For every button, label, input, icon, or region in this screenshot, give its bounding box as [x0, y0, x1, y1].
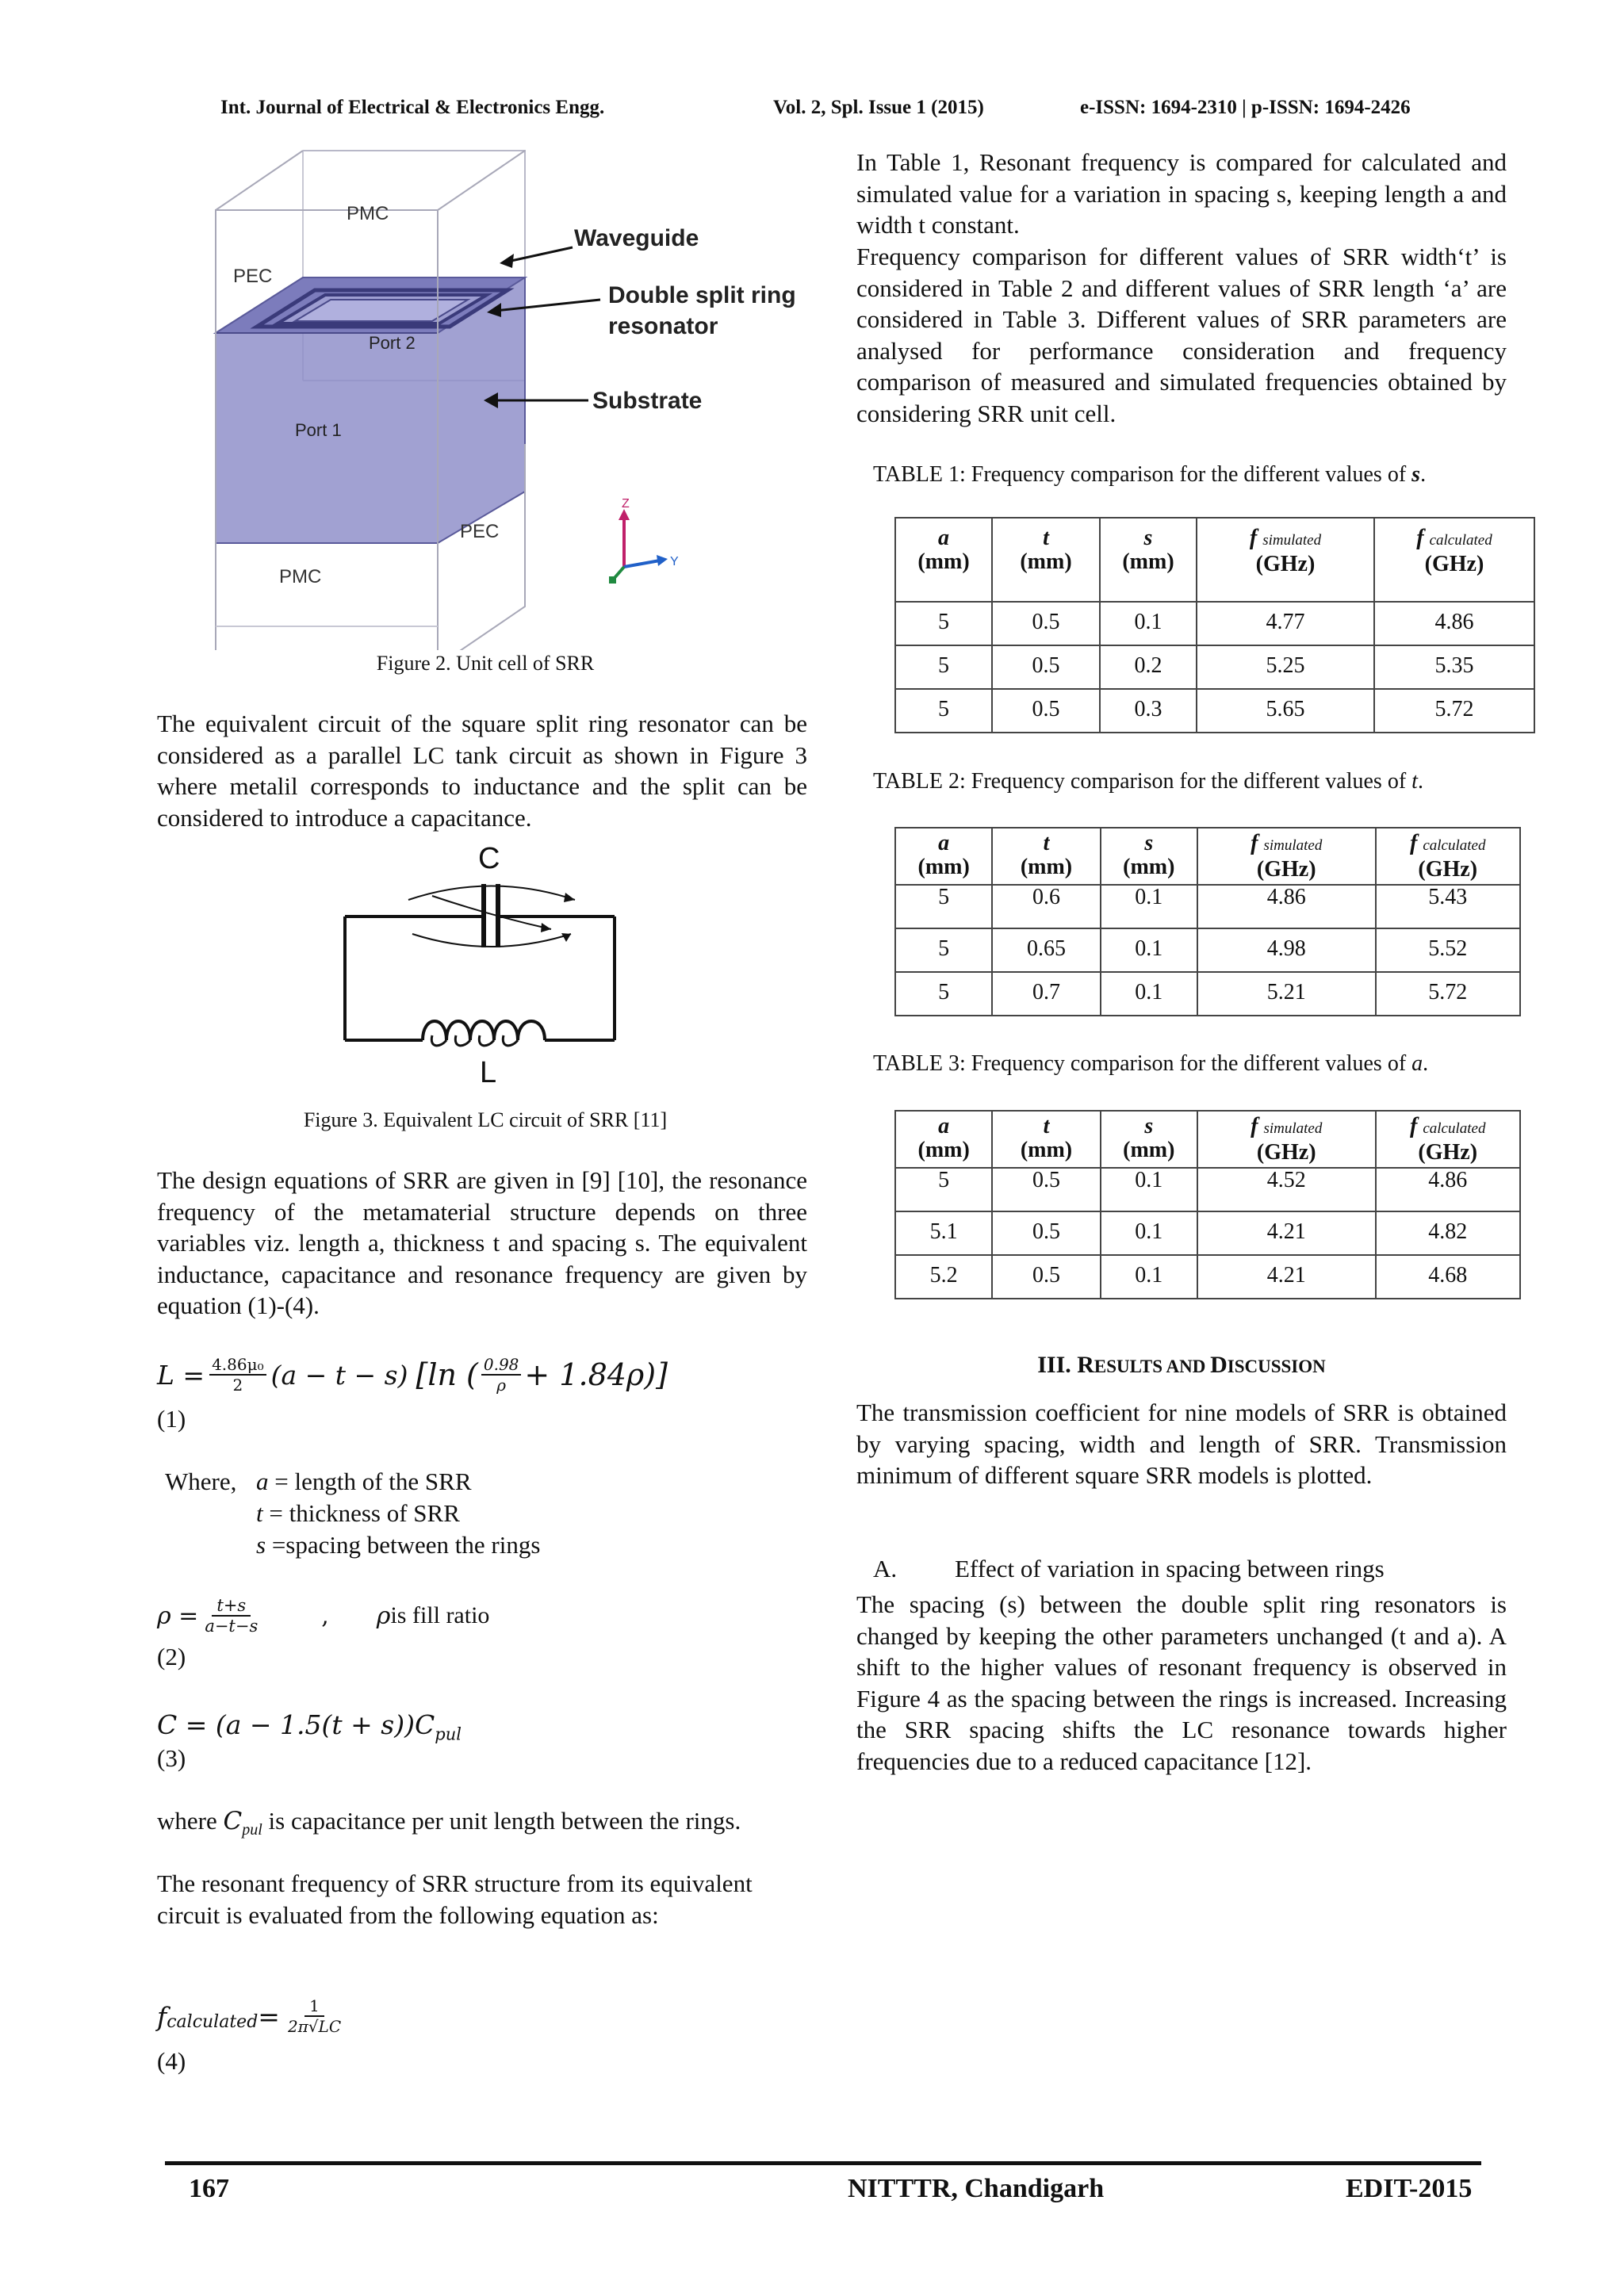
- table-row: 5.1 0.5 0.1 4.21 4.82: [895, 1211, 1520, 1255]
- table-row: 5 0.65 0.1 4.98 5.52: [895, 928, 1520, 972]
- paragraph-table1-intro: In Table 1, Resonant frequency is compared for calculated and simulated value for a variation in spacing s, keeping length a and width t constant.: [856, 148, 1507, 239]
- footer-edit: EDIT-2015: [1346, 2174, 1473, 2203]
- svg-text:Z: Z: [622, 497, 630, 511]
- table-header-t: t (mm): [992, 1111, 1100, 1168]
- where-label: Where,: [165, 1468, 237, 1495]
- table-row: 5 0.5 0.2 5.25 5.35: [895, 645, 1534, 689]
- table-header-a: a (mm): [895, 518, 992, 602]
- equation-1: L = $\frac{\text{4.86μ₀}}{2}$ (a − t − s) [ln ( 0.98 ρ + 1.84ρ)]: [157, 1355, 668, 1395]
- table-row: 5.2 0.5 0.1 4.21 4.68: [895, 1255, 1520, 1299]
- paragraph-cpul: where $C_{pul}$ is capacitance per unit length between the rings.: [157, 1807, 741, 1839]
- table-row: 5 0.5 0.1 4.52 4.86: [895, 1168, 1520, 1211]
- table-2: [894, 827, 1521, 1016]
- paragraph-design-equations: The design equations of SRR are given in [9] [10], the resonance frequency of the metamaterial structure depends on three variables viz. length a, thickness t and spacing s. The equivalent inductance, capacitance and resonance frequency are given by equation (1)-(4).: [157, 1166, 807, 1320]
- table-header-s: s (mm): [1101, 828, 1197, 885]
- table-header-f-simulated: f simulated (GHz): [1197, 518, 1374, 602]
- svg-text:L: L: [480, 1056, 497, 1086]
- table-2-caption: TABLE 2: Frequency comparison for the different values of t.: [873, 769, 1423, 794]
- svg-text:PMC: PMC: [347, 203, 389, 224]
- svg-text:Waveguide: Waveguide: [574, 225, 699, 251]
- footer-rule: [165, 2161, 1481, 2165]
- table-header-t: t (mm): [992, 518, 1100, 602]
- header-volume: Vol. 2, Spl. Issue 1 (2015): [773, 97, 984, 118]
- paragraph-transmission: The transmission coefficient for nine models of SRR is obtained by varying spacing, width and length of SRR. Transmission minimum of different square SRR models is plotted.: [856, 1399, 1507, 1490]
- paragraph-resonant-frequency: The resonant frequency of SRR structure from its equivalent circuit is evaluated from the following equation as:: [157, 1869, 753, 1929]
- equation-3: $C = (a - 1.5(t + s))C_{pul}$: [157, 1709, 462, 1744]
- table-1-caption: TABLE 1: Frequency comparison for the different values of s.: [873, 462, 1427, 487]
- table-row: 5 0.5 0.1 4.77 4.86: [895, 602, 1534, 645]
- where-a: a = length of the SRR: [256, 1468, 472, 1495]
- svg-text:PMC: PMC: [279, 566, 322, 587]
- figure-3-caption: Figure 3. Equivalent LC circuit of SRR [11]: [303, 1108, 668, 1131]
- table-1: [894, 517, 1535, 733]
- table-row: 5 0.7 0.1 5.21 5.72: [895, 972, 1520, 1016]
- subsection-letter: A.: [873, 1555, 898, 1582]
- paragraph-equivalent-circuit: The equivalent circuit of the square split ring resonator can be considered as a parallel LC tank circuit as shown in Figure 3 where metalil corresponds to inductance and the split can be considered to introduce a capacitance.: [157, 710, 807, 832]
- header-issn: e-ISSN: 1694-2310 | p-ISSN: 1694-2426: [1080, 97, 1411, 118]
- equation-4-number: (4): [157, 2047, 186, 2075]
- table-header-f-calculated: f calculated (GHz): [1376, 828, 1521, 885]
- table-header-s: s (mm): [1100, 518, 1197, 602]
- paragraph-table2-3-intro: Frequency comparison for different values of SRR width‘t’ is considered in Table 2 and different values of SRR length ‘a’ are considered in Table 3. Different values of SRR parameters are analysed for performance consideration and frequency comparison of measured and simulated frequencies obtained by considering SRR unit cell.: [856, 243, 1507, 427]
- equation-3-number: (3): [157, 1744, 186, 1772]
- equation-2: ρ = $\frac{t+s}{a-t-s}$ , ρ is fill ratio: [157, 1596, 490, 1636]
- table-header-f-calculated: f calculated (GHz): [1376, 1111, 1521, 1168]
- table-header-f-simulated: f simulated (GHz): [1197, 828, 1376, 885]
- table-3-caption: TABLE 3: Frequency comparison for the different values of a.: [873, 1051, 1429, 1076]
- table-3: [894, 1110, 1521, 1299]
- table-header-f-calculated: f calculated (GHz): [1374, 518, 1534, 602]
- subsection-title: Effect of variation in spacing between rings: [955, 1555, 1385, 1582]
- table-header-a: a (mm): [895, 828, 992, 885]
- svg-text:PEC: PEC: [233, 266, 273, 287]
- equation-4: f $_{calculated}$ = $\frac{1}{2\pi√LC}$: [157, 1996, 342, 2036]
- table-header-a: a (mm): [895, 1111, 992, 1168]
- svg-text:Substrate: Substrate: [592, 388, 703, 414]
- where-s: s =spacing between the rings: [256, 1531, 541, 1559]
- svg-text:Double split ring: Double split ring: [608, 282, 796, 308]
- header-journal: Int. Journal of Electrical & Electronics Engg.: [220, 97, 605, 118]
- table-row: 5 0.5 0.3 5.65 5.72: [895, 689, 1534, 733]
- svg-text:Y: Y: [670, 555, 679, 568]
- svg-text:PEC: PEC: [460, 521, 500, 542]
- table-header-t: t (mm): [992, 828, 1100, 885]
- figure-2-caption: Figure 2. Unit cell of SRR: [376, 652, 595, 675]
- table-row: 5 0.6 0.1 4.86 5.43: [895, 885, 1520, 928]
- footer-page-number: 167: [189, 2174, 229, 2203]
- table-header-f-simulated: f simulated (GHz): [1197, 1111, 1376, 1168]
- svg-text:resonator: resonator: [608, 313, 718, 339]
- svg-text:C: C: [478, 842, 500, 875]
- where-t: t = thickness of SRR: [256, 1499, 460, 1527]
- section-heading-results: III. RESULTS AND DISCUSSION: [1037, 1352, 1326, 1378]
- paragraph-spacing-effect: The spacing (s) between the double split ring resonators is changed by keeping the other parameters unchanged (t and a). A shift to the higher values of resonant frequency is observed in Figure 4 as the spacing between the rings is increased. Increasing the SRR spacing shifts the LC resonance towards higher frequencies due to a reduced capacitance [12].: [856, 1590, 1507, 1775]
- equation-2-number: (2): [157, 1643, 186, 1670]
- equation-1-number: (1): [157, 1405, 186, 1433]
- svg-text:Port 1: Port 1: [295, 420, 342, 440]
- footer-organization: NITTTR, Chandigarh: [848, 2174, 1105, 2203]
- svg-text:Port 2: Port 2: [369, 333, 416, 353]
- figure-2-unit-cell: [168, 143, 802, 650]
- figure-3-lc-circuit: [337, 840, 638, 1086]
- table-header-s: s (mm): [1101, 1111, 1197, 1168]
